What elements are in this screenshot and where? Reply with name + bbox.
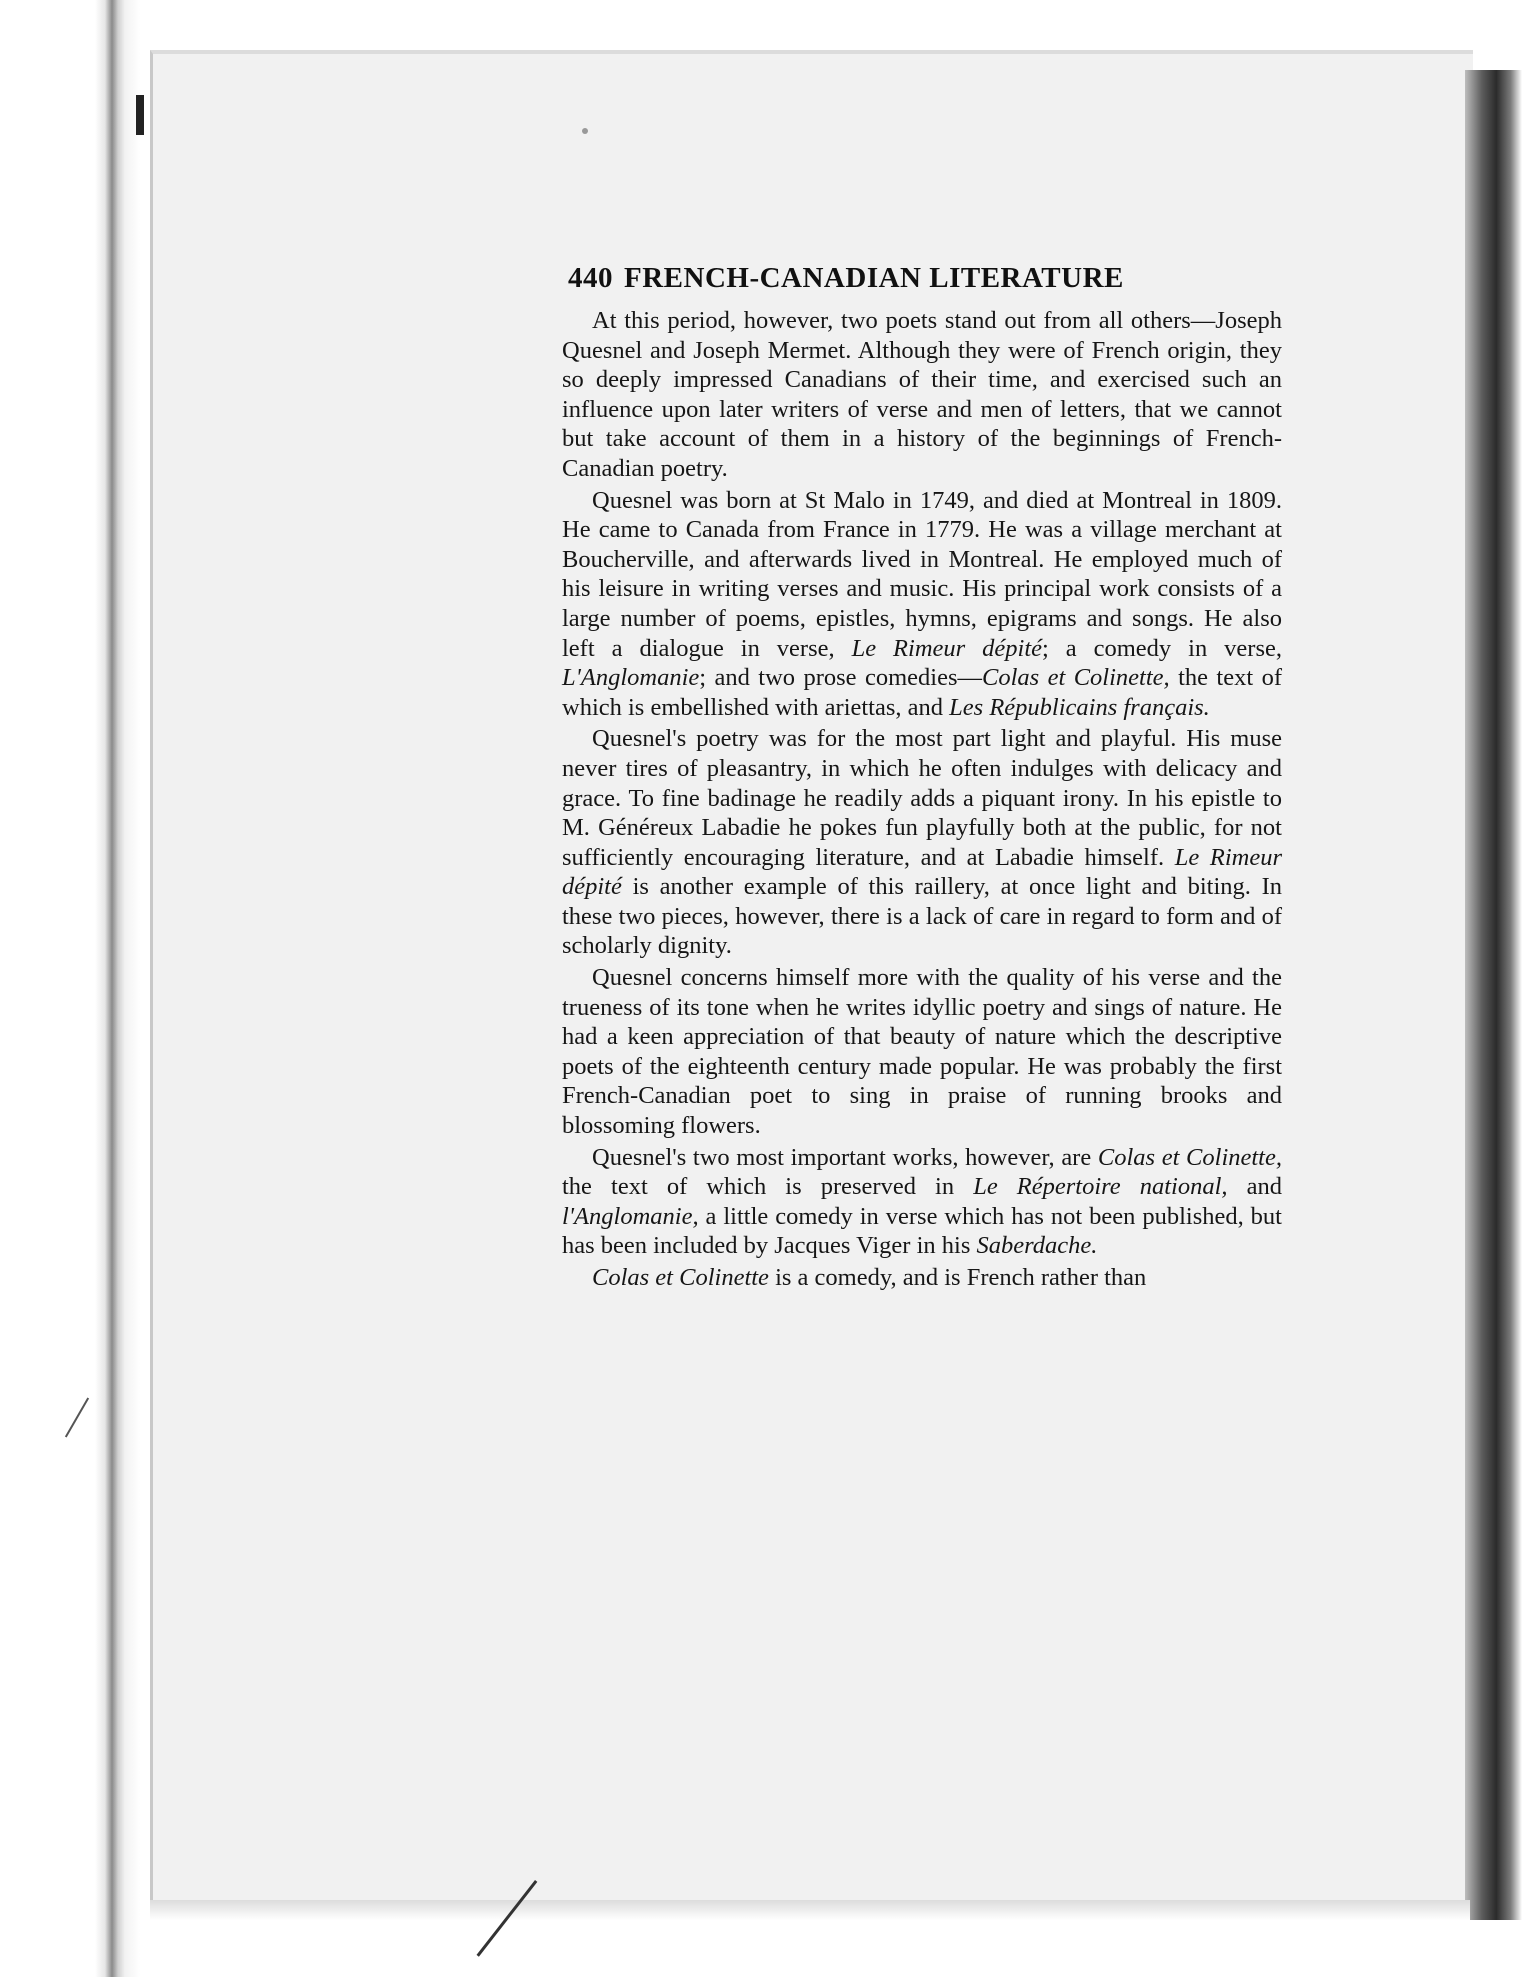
page-bottom-shadow xyxy=(150,1900,1470,1920)
body-text xyxy=(562,306,1282,1293)
ink-speck xyxy=(582,128,588,134)
page-header xyxy=(568,262,1288,302)
page-binding-shadow xyxy=(1465,70,1522,1920)
paragraph: Quesnel was born at St Malo in 1749, and died at Montreal in 1809. He came to Canada from France in 1779. He was a village merchant at Boucherville, and afterwards lived in Montreal. He employed much of his leisure in writing verses and music. His principal work consists of a large number of poems, epistles, hymns, epigrams and songs. He also left a dialogue in verse, Le Rimeur dépité; a comedy in verse, L'Anglomanie; and two prose comedies—Colas et Colinette, the text of which is embellished with ariettas, and Les Républicains français. xyxy=(562,486,1282,721)
paragraph: At this period, however, two poets stand out from all others—Joseph Quesnel and Joseph Mermet. Although they were of French origin, they so deeply impressed Canadians of their time, and exercised such an influence upon later writers of verse and men of letters, that we cannot but take account of them in a history of the beginnings of French-Canadian poetry. xyxy=(562,307,1282,482)
paragraph: Quesnel concerns himself more with the quality of his verse and the trueness of its tone when he writes idyllic poetry and sings of nature. He had a keen appreciation of that beauty of nature which the descriptive poets of the eighteenth century made popular. He was probably the first French-Canadian poet to sing in praise of running brooks and blossoming flowers. xyxy=(562,964,1282,1140)
paragraph: Colas et Colinette is a comedy, and is French rather than xyxy=(592,1264,1147,1291)
paragraph: Quesnel's two most important works, however, are Colas et Colinette, the text of which is preserved in Le Répertoire national, and l'Anglomanie, a little comedy in verse which has not been published, but has been included by Jacques Viger in his Saberdache. xyxy=(562,1143,1282,1260)
page-number: 440 xyxy=(568,262,613,294)
scanner-edge-mark xyxy=(136,95,144,135)
scanner-left-edge xyxy=(0,0,150,1977)
paragraph: Quesnel's poetry was for the most part light and playful. His muse never tires of pleasantry, in which he often indulges with delicacy and grace. To fine badinage he readily adds a piquant irony. In his epistle to M. Généreux Labadie he pokes fun playfully both at the public, for not sufficiently encouraging literature, and at Labadie himself. Le Rimeur dépité is another example of this raillery, at once light and biting. In these two pieces, however, there is a lack of care in regard to form and of scholarly dignity. xyxy=(562,725,1282,960)
running-head: FRENCH-CANADIAN LITERATURE xyxy=(624,262,1124,294)
